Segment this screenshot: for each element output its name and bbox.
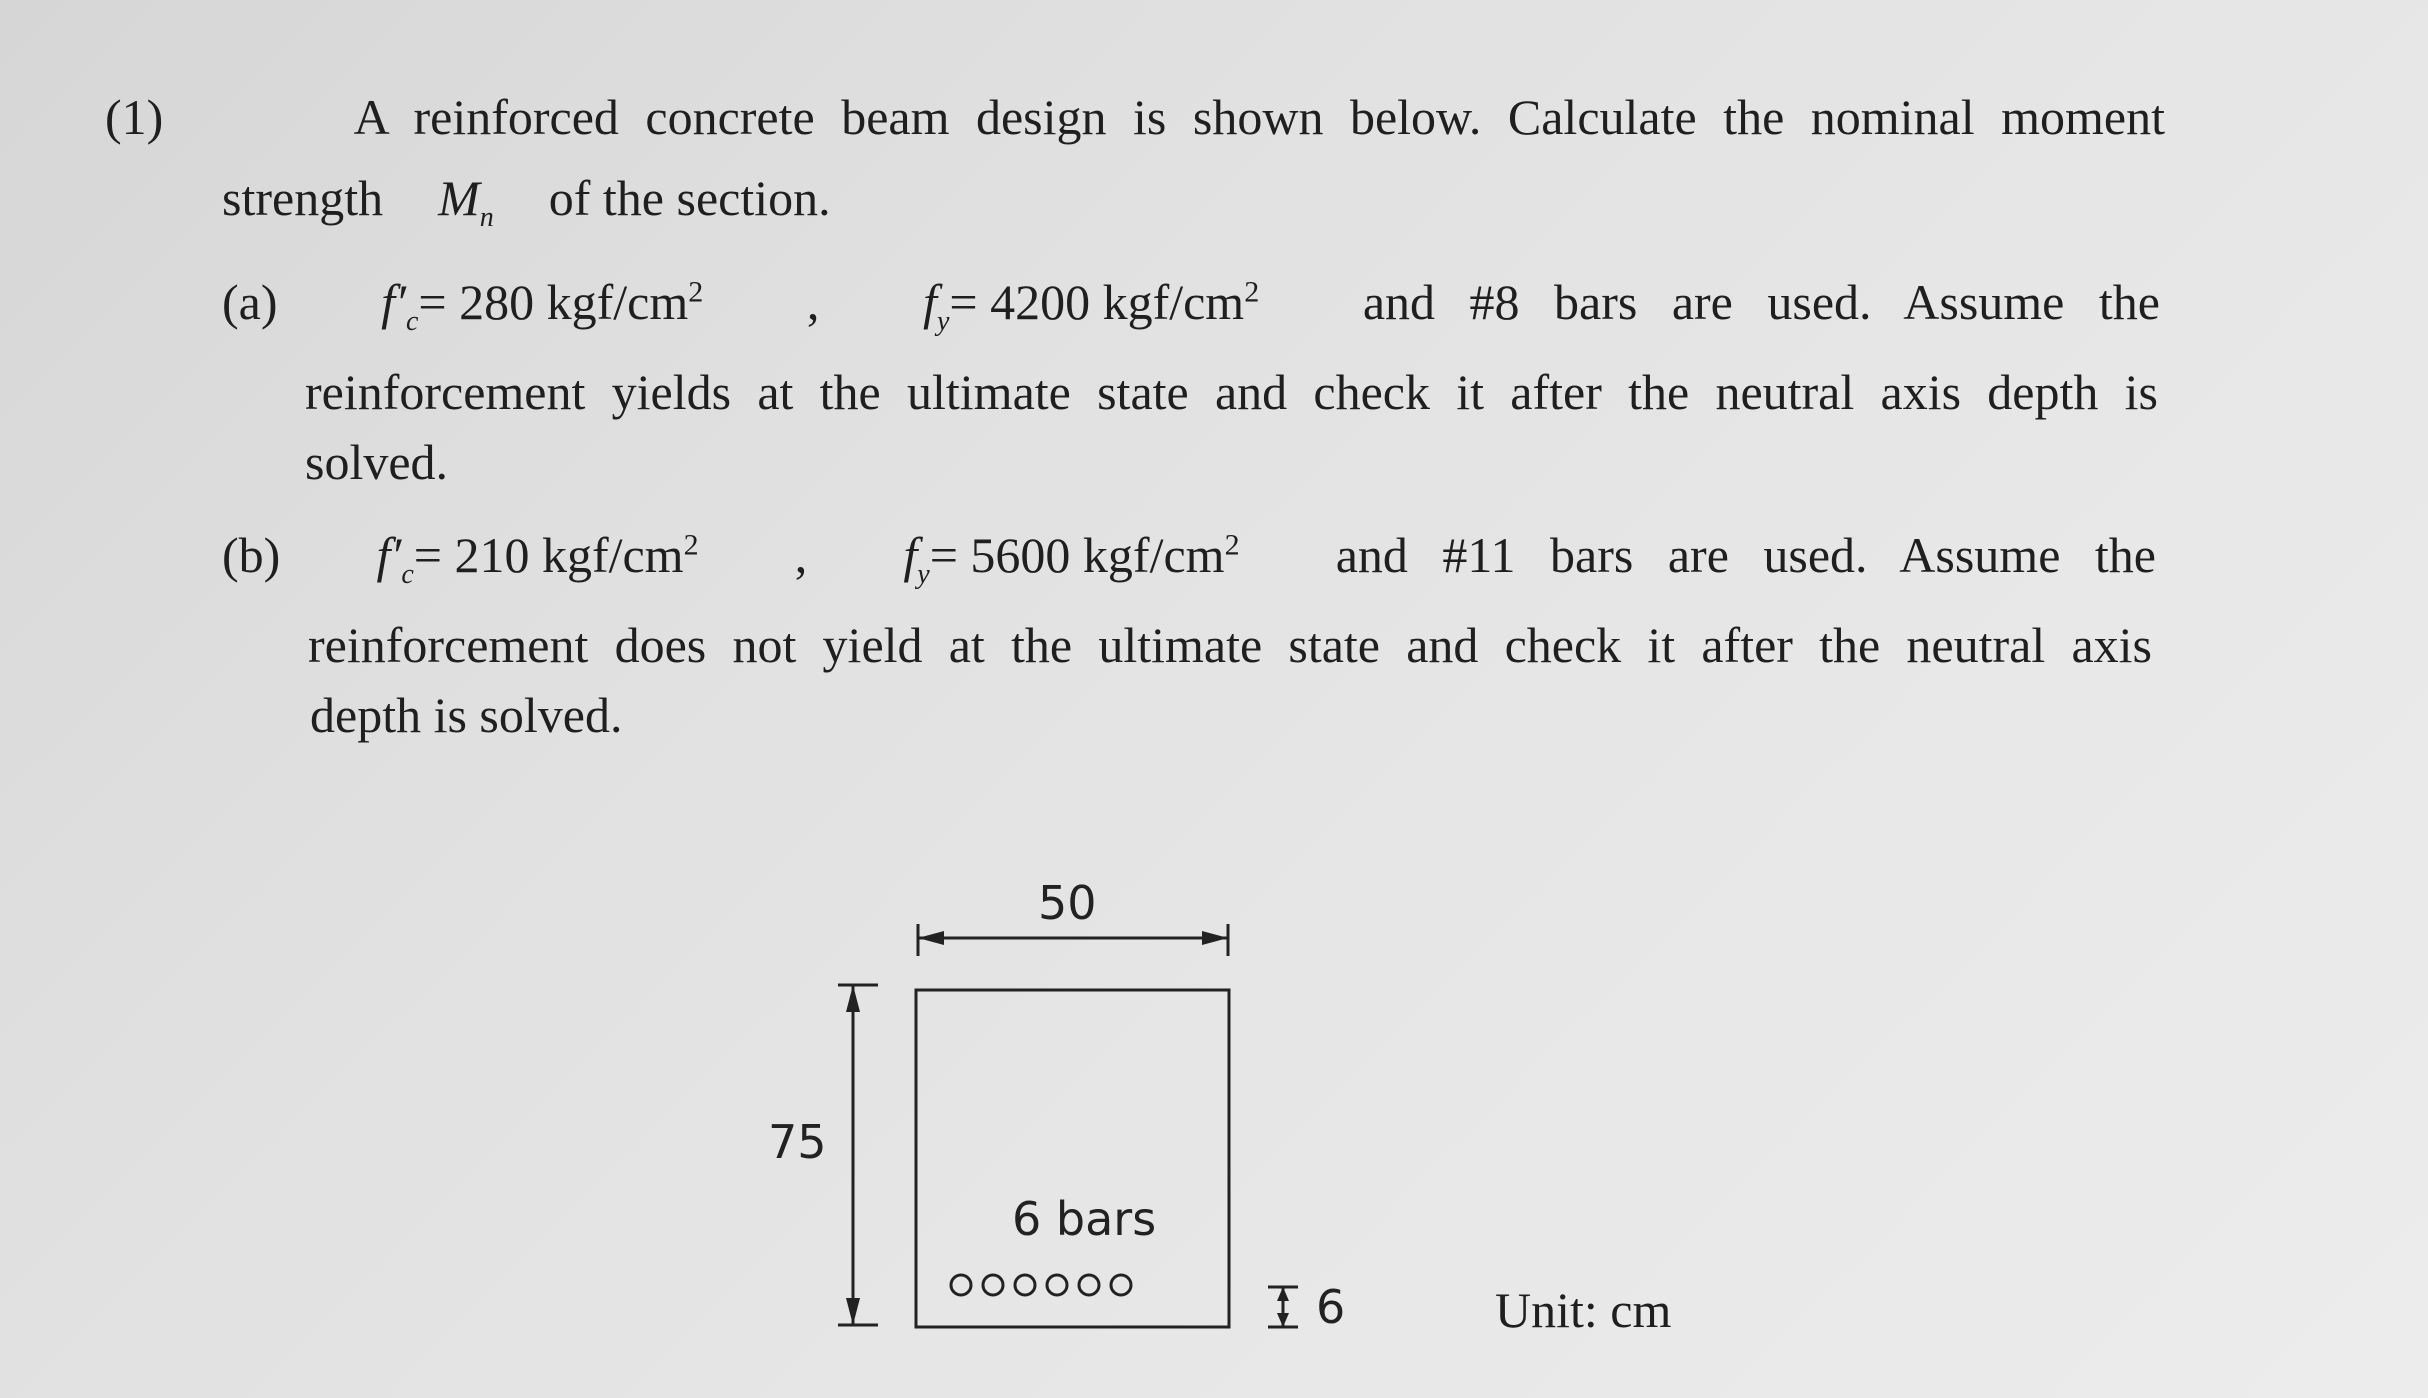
cover-dim-bottom-arrow [1277,1313,1289,1327]
rebar-circle [1047,1275,1067,1295]
problem-line-2-post: of the section. [548,170,831,226]
part-b-label: (b) [222,527,281,583]
part-a-label: (a) [222,274,278,330]
height-dim-top-arrow [846,985,860,1012]
part-b-fc-exponent: 2 [683,528,699,562]
part-a-fy-symbol: f [923,274,937,330]
cover-dim-top-arrow [1277,1287,1289,1301]
width-dim-left-arrow [918,931,944,945]
part-b-fy-symbol: f [903,527,918,583]
problem-number: (1) [105,89,164,145]
part-a-separator: , [806,274,820,330]
part-a-fy-exponent: 2 [1244,275,1260,309]
part-a-tail: and #8 bars are used. Assume the [1362,274,2160,330]
part-b-fy-subscript: y [917,559,930,590]
moment-symbol: M [438,170,480,226]
bars-label: 6 bars [1012,1192,1157,1246]
moment-subscript: n [479,202,494,233]
height-label: 75 [768,1115,827,1169]
part-a-fc-subscript: c [405,306,419,337]
rebar-circle [1079,1275,1099,1295]
part-b-fc-subscript: c [401,559,414,590]
part-b-fc-value: = 210 kgf/cm [413,527,684,583]
rebar-row [951,1275,1131,1295]
problem-line-1-text: A reinforced concrete beam design is shown below. Calculate the nominal moment [353,89,2165,145]
part-b-fy-value: = 5600 kgf/cm [929,527,1225,583]
part-b-line-3-text: depth is solved. [310,687,623,743]
unit-label: Unit: cm [1495,1282,1672,1338]
part-b-fy-exponent: 2 [1224,528,1240,562]
part-a-line-2-text: reinforcement yields at the ultimate state and check it after the neutral axis depth is [305,364,2158,420]
part-a-fc-value: = 280 kgf/cm [418,274,689,330]
part-a-fy-value: = 4200 kgf/cm [949,274,1245,330]
part-a-fc-symbol: f′ [381,274,406,330]
problem-line-2-pre: strength [222,170,384,226]
height-dim-bottom-arrow [846,1298,860,1325]
part-a-line-3-text: solved. [305,434,449,490]
rebar-circle [983,1275,1003,1295]
cover-label: 6 [1316,1280,1346,1334]
part-b-fc-symbol: f′ [376,527,402,583]
rebar-circle [1015,1275,1035,1295]
part-b-line-2-text: reinforcement does not yield at the ultimate state and check it after the neutral axis [308,617,2152,673]
part-b-separator: , [794,527,808,583]
rebar-circle [1111,1275,1131,1295]
width-label: 50 [1038,876,1097,930]
part-a-fc-exponent: 2 [688,275,704,309]
part-b-tail: and #11 bars are used. Assume the [1335,527,2156,583]
rebar-circle [951,1275,971,1295]
part-a-fy-subscript: y [936,306,950,337]
width-dim-right-arrow [1202,931,1228,945]
